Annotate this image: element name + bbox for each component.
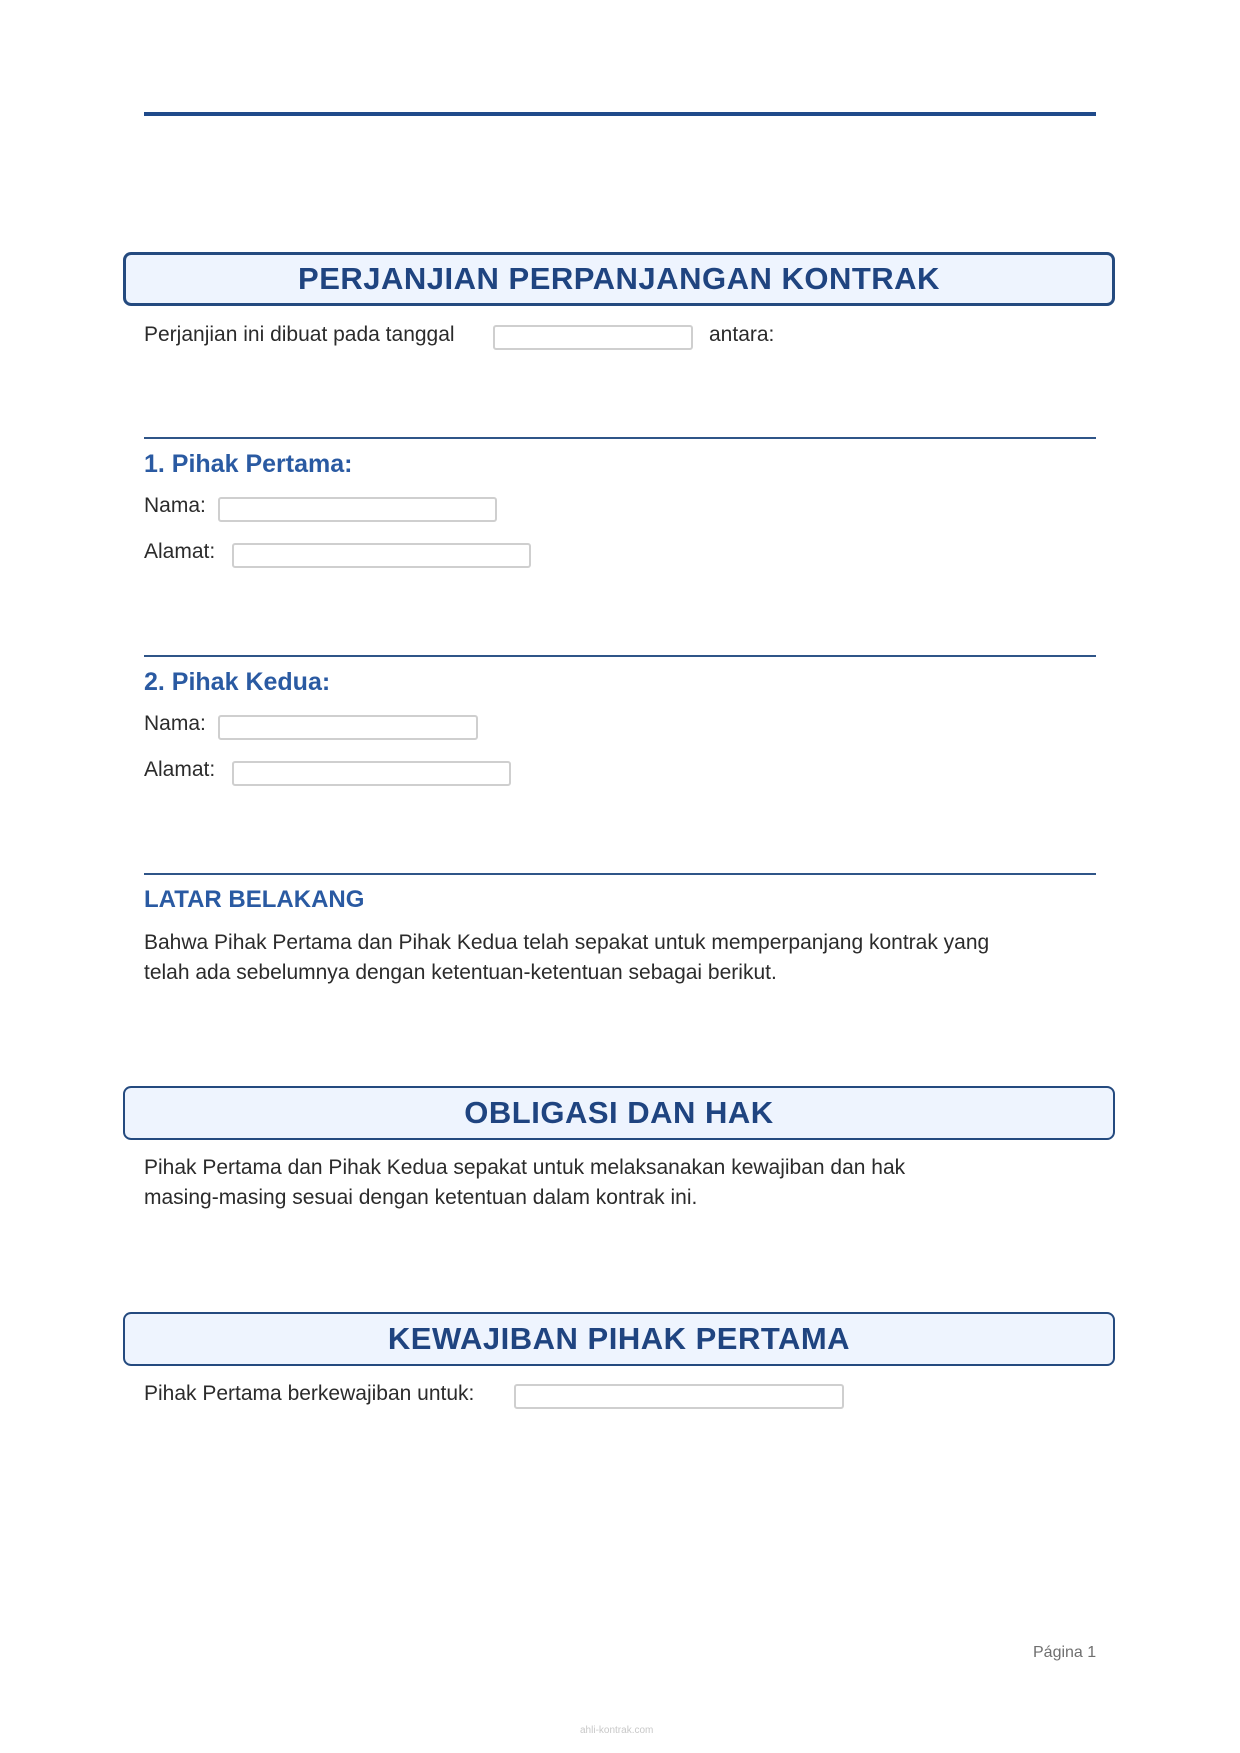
document-title: PERJANJIAN PERPANJANGAN KONTRAK [298,261,940,296]
duties-banner [123,1312,1115,1366]
duties-label: Pihak Pertama berkewajiban untuk: [144,1382,475,1405]
party-one-address-field[interactable] [232,543,531,568]
party-two-name-label: Nama: [144,712,206,735]
page-number: Página 1 [1033,1644,1097,1661]
title-banner [123,252,1115,306]
party-one-name-field[interactable] [218,497,497,522]
obligations-heading: OBLIGASI DAN HAK [464,1095,774,1130]
watermark: ahli-kontrak.com [580,1725,654,1736]
background-line-2: telah ada sebelumnya dengan ketentuan-ketentuan sebagai berikut. [144,961,777,984]
party-two-heading: 2. Pihak Kedua: [144,668,331,696]
party-two-address-field[interactable] [232,761,511,786]
section-divider [144,873,1096,875]
background-line-1: Bahwa Pihak Pertama dan Pihak Kedua telah sepakat untuk memperpanjang kontrak yang [144,931,990,954]
date-field[interactable] [493,325,693,350]
intro-text-before: Perjanjian ini dibuat pada tanggal [144,323,455,346]
party-one-heading: 1. Pihak Pertama: [144,450,353,478]
top-rule [144,112,1096,116]
party-one-address-label: Alamat: [144,540,216,563]
intro-text-after: antara: [709,323,775,346]
section-divider [144,437,1096,439]
party-two-name-field[interactable] [218,715,478,740]
party-one-name-label: Nama: [144,494,206,517]
duties-field[interactable] [514,1384,844,1409]
duties-heading: KEWAJIBAN PIHAK PERTAMA [387,1321,851,1356]
obligations-banner [123,1086,1115,1140]
background-heading: LATAR BELAKANG [144,886,365,913]
party-two-address-label: Alamat: [144,758,216,781]
section-divider [144,655,1096,657]
obligations-line-1: Pihak Pertama dan Pihak Kedua sepakat untuk melaksanakan kewajiban dan hak [144,1156,906,1179]
obligations-line-2: masing-masing sesuai dengan ketentuan dalam kontrak ini. [144,1186,698,1209]
